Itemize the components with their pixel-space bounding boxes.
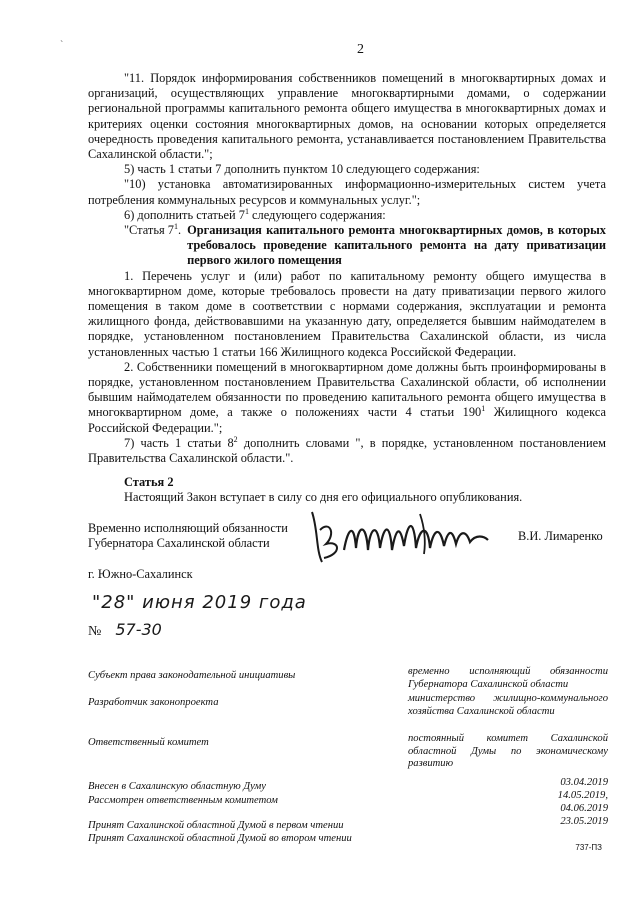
signatory-name: В.И. Лимаренко: [518, 529, 603, 543]
article-7-1-heading: "Статья $7^1$. Организация капитального ремонта многоквартирных домов, в которых требовалось проведение капитального ремонта на дату приватизации первого жилого помещения: [124, 221, 606, 268]
subject-label: Субъект права законодательной инициативы: [88, 670, 296, 681]
developer-label: Разработчик законопроекта: [88, 697, 219, 708]
law-number: № 57-30: [88, 620, 162, 639]
committee-label: Ответственный комитет: [88, 737, 209, 748]
signatory-role: Временно исполняющий обязанности Губернатора Сахалинской области: [88, 521, 288, 551]
paragraph-11: "11. Порядок информирования собственников помещений в многоквартирных домах и организаций, осуществляющих управление многоквартирными домами, о содержании региональной программы капитального ремонта общего имущества в многоквартирных домах и критериях оценки состояния многоквартирных домов, на основании которых определяется очередность проведения капитального ремонта, устанавливается постановлением Правительства Сахалинской области.";: [88, 71, 606, 162]
signing-city: г. Южно-Сахалинск: [88, 567, 193, 581]
handwritten-date: "28" июня 2019 года: [92, 592, 307, 613]
event-committee-label: Рассмотрен ответственным комитетом: [88, 795, 278, 806]
event-first-reading-label: Принят Сахалинской областной Думой в первом чтении: [88, 820, 344, 831]
clause-2: 2. Собственники помещений в многоквартирном доме должны быть проинформированы в порядке, установленном постановлением Правительства Сахалинской области, об исполнении бывшим наймодателем обязанности по проведению капитального ремонта общего имущества в многоквартирном доме, а также о положениях части 4 статьи $190^1$ Жилищного кодекса Российской Федерации.";: [88, 359, 606, 435]
handwritten-signature: [300, 500, 510, 570]
committee-value: постоянный комитет Сахалинской областной Думы по экономическому развитию: [408, 733, 608, 770]
document-code: 737-ПЗ: [575, 843, 602, 852]
developer-value: министерство жилищно-коммунального хозяйства Сахалинской области: [408, 693, 608, 717]
amendments-text: [88, 71, 606, 466]
handwritten-number: 57-30: [115, 620, 162, 639]
clause-1: 1. Перечень услуг и (или) работ по капитальному ремонту общего имущества в многоквартирном доме, которые требовалось провести на дату приватизации первого жилого помещения в таком доме в соответствии с нормами содержания, эксплуатации и ремонта жилищного фонда, действовавшими на указанную дату, определяется бывшим наймодателем в порядке, установленном постановлением Правительства Сахалинской области, из числа установленных частью 1 статьи 166 Жилищного кодекса Российской Федерации.: [88, 268, 606, 359]
article-7-1-title: Организация капитального ремонта многоквартирных домов, в которых требовалось проведение капитального ремонта на дату приватизации первого жилого помещения: [187, 223, 606, 268]
event-submitted-date: 03.04.2019: [560, 777, 608, 788]
page-number: 2: [357, 42, 364, 57]
article-2-title: Статья 2: [124, 475, 174, 489]
paragraph-10: "10) установка автоматизированных информационно-измерительных систем учета потребления коммунальных ресурсов и коммунальных услуг.";: [88, 177, 606, 207]
scan-mark: `: [60, 40, 64, 51]
event-second-reading-label: Принят Сахалинской областной Думой во втором чтении: [88, 833, 352, 844]
event-committee-date-2: 04.06.2019: [560, 803, 608, 814]
event-submitted-label: Внесен в Сахалинскую областную Думу: [88, 781, 266, 792]
event-committee-date-1: 14.05.2019,: [557, 790, 608, 801]
paragraph-5: 5) часть 1 статьи 7 дополнить пунктом 10 следующего содержания:: [124, 162, 480, 177]
event-first-reading-date: 23.05.2019: [560, 816, 608, 827]
paragraph-6: 6) дополнить статьей $7^1$ следующего содержания:: [124, 206, 386, 222]
article-2-text: Настоящий Закон вступает в силу со дня его официального опубликования.: [124, 490, 523, 505]
subject-value: временно исполняющий обязанности Губернатора Сахалинской области: [408, 666, 608, 690]
paragraph-7: 7) часть 1 статьи $8^2$ дополнить словами ", в порядке, установленном постановлением Правительства Сахалинской области.".: [88, 434, 606, 466]
